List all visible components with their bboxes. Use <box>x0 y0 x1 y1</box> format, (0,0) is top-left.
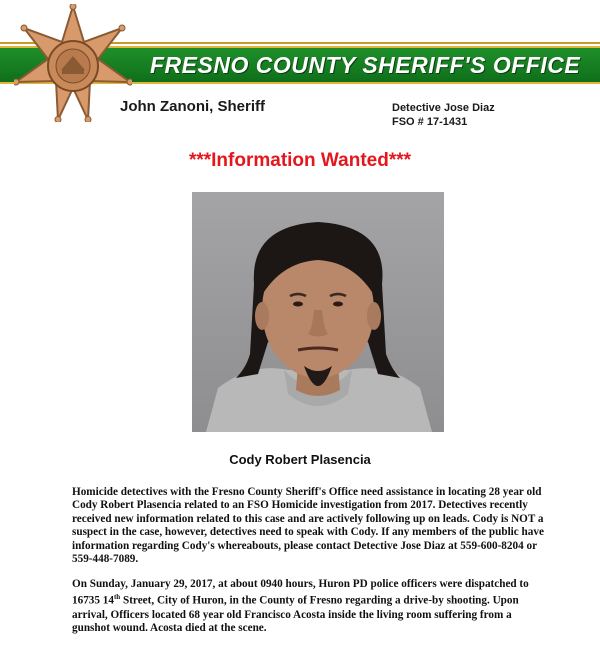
subject-photo <box>192 192 444 432</box>
case-number: FSO # 17-1431 <box>392 116 468 128</box>
sheriff-star-badge-icon <box>14 4 132 122</box>
information-wanted-headline: ***Information Wanted*** <box>188 150 412 171</box>
body-paragraph-2 <box>72 578 550 635</box>
detective-info <box>392 101 495 129</box>
paragraph-2-part-b: Street, City of Huron, in the County of Fresno regarding a drive-by shooting. Upon arrival, Officers located 68 year old Francisco Acosta inside the living room suffering from a gunshot wound. Acosta died at the scene. <box>72 595 519 634</box>
subject-name: Cody Robert Plasencia <box>229 452 371 467</box>
paragraph-2-superscript: th <box>113 593 121 602</box>
paragraph-2-part-a: On Sunday, January 29, 2017, at about 0940 hours, Huron PD police officers were dispatched to 16735 14 <box>72 578 529 608</box>
sheriff-name: John Zanoni, Sheriff <box>120 98 265 115</box>
body-paragraph-1: Homicide detectives with the Fresno County Sheriff's Office need assistance in locating 28 year old Cody Robert Plasencia related to an FSO Homicide investigation from 2017. Detectives recently received new information related to this case and are actively following up on leads. Cody is NOT a suspect in the case, however, detectives need to speak with Cody. If any members of the public have information regarding Cody's whereabouts, please contact Detective Jose Diaz at 559-600-8204 or 559-448-7089. <box>72 486 544 566</box>
detective-name: Detective Jose Diaz <box>392 102 495 114</box>
office-title: FRESNO COUNTY SHERIFF'S OFFICE <box>150 52 581 78</box>
